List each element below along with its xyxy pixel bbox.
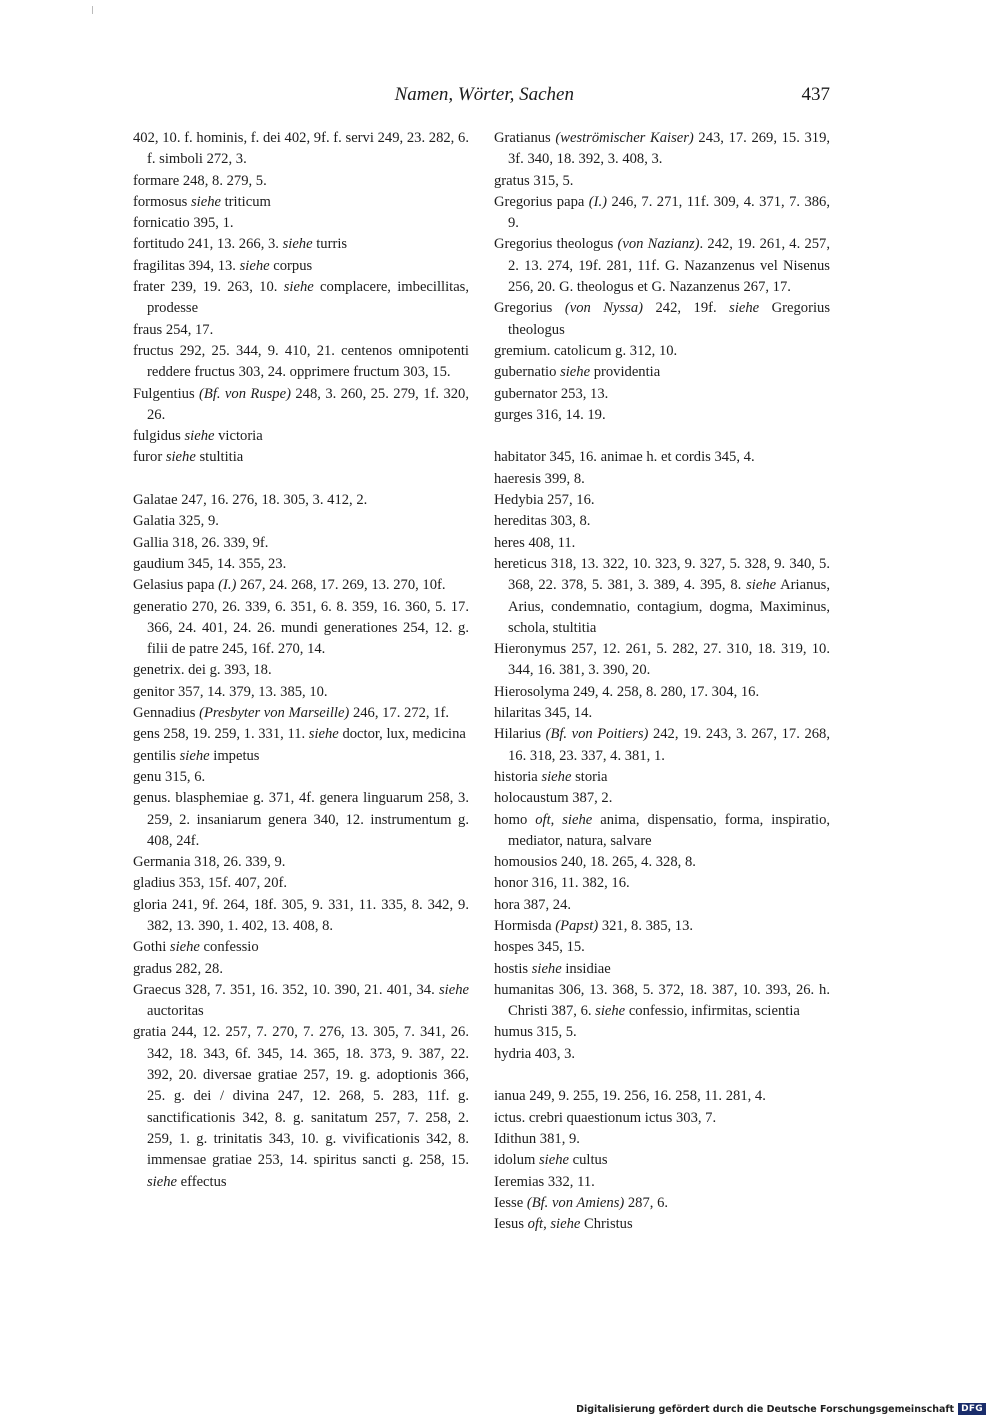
index-entry: fulgidus siehe victoria: [133, 428, 263, 445]
index-entry: Gregorius theologus (von Nazianz). 242, 19. 261, 4. 257, 2. 13. 274, 19f. 281, 11f. G. Nazanzenus vel Nisenus 256, 20. G. theologus et G. Nazanzenus 267, 17.: [494, 236, 830, 296]
running-head-title: Namen, Wörter, Sachen: [394, 84, 574, 105]
index-entry: ianua 249, 9. 255, 19. 256, 16. 258, 11. 281, 4.: [494, 1088, 766, 1105]
index-entry: gubernatio siehe providentia: [494, 364, 661, 381]
section-gap: [494, 426, 830, 447]
index-entry: Gelasius papa (I.) 267, 24. 268, 17. 269, 13. 270, 10f.: [133, 577, 446, 594]
index-entry: Hilarius (Bf. von Poitiers) 242, 19. 243, 3. 267, 17. 268, 16. 318, 23. 337, 4. 381, 1.: [494, 726, 830, 764]
index-entry: Iesse (Bf. von Amiens) 287, 6.: [494, 1194, 669, 1211]
index-entry: gratus 315, 5.: [494, 172, 574, 189]
index-entry: fortitudo 241, 13. 266, 3. siehe turris: [133, 236, 348, 253]
section-gap: [494, 1065, 830, 1086]
index-entry: hereticus 318, 13. 322, 10. 323, 9. 327, 5. 328, 9. 340, 5. 368, 22. 378, 5. 381, 3. 389, 4. 395, 8. siehe Arianus, Arius, condemnatio, contagium, dogma, Maximinus, schola, stultitia: [494, 555, 830, 636]
index-entry: Hieronymus 257, 12. 261, 5. 282, 27. 310, 18. 319, 10. 344, 16. 381, 3. 390, 20.: [494, 641, 830, 679]
index-entry: gens 258, 19. 259, 1. 331, 11. siehe doctor, lux, medicina: [133, 726, 466, 743]
index-entry: heres 408, 11.: [494, 534, 576, 551]
index-entry: Hormisda (Papst) 321, 8. 385, 13.: [494, 917, 694, 934]
index-entry: humanitas 306, 13. 368, 5. 372, 18. 387, 10. 393, 26. h. Christi 387, 6. siehe confessio, infirmitas, scientia: [494, 981, 830, 1020]
index-entry: hereditas 303, 8.: [494, 513, 591, 530]
index-entry: gurges 316, 14. 19.: [494, 406, 606, 423]
index-entry: Iesus oft, siehe Christus: [494, 1216, 633, 1233]
index-entry: humus 315, 5.: [494, 1024, 577, 1041]
index-entry: Gregorius (von Nyssa) 242, 19f. siehe Gregorius theologus: [494, 300, 830, 338]
index-entry: formare 248, 8. 279, 5.: [133, 172, 267, 189]
index-entry: historia siehe storia: [494, 768, 608, 785]
footer-credit: [576, 1402, 986, 1416]
index-entry: Gratianus (weströmischer Kaiser) 243, 17. 269, 15. 319, 3f. 340, 18. 392, 3. 408, 3.: [494, 130, 831, 168]
index-entry: hilaritas 345, 14.: [494, 705, 593, 722]
index-entry: hostis siehe insidiae: [494, 960, 611, 977]
index-entry: formosus siehe triticum: [133, 193, 271, 210]
index-entry: hospes 345, 15.: [494, 939, 585, 956]
index-entry: fragilitas 394, 13. siehe corpus: [133, 257, 313, 274]
section-gap: [133, 469, 469, 490]
index-entry: gentilis siehe impetus: [133, 747, 260, 764]
index-entry: genu 315, 6.: [133, 768, 206, 785]
index-entry: Hedybia 257, 16.: [494, 492, 595, 509]
index-entry: idolum siehe cultus: [494, 1152, 608, 1169]
index-entry: homo oft, siehe anima, dispensatio, forma, inspiratio, mediator, natura, salvare: [494, 811, 831, 849]
running-head: [133, 84, 830, 110]
index-entry: genus. blasphemiae g. 371, 4f. genera linguarum 258, 3. 259, 2. insaniarum genera 340, 12. instrumentum g. 408, 24f.: [133, 790, 469, 849]
index-entry: Graecus 328, 7. 351, 16. 352, 10. 390, 21. 401, 34. siehe auctoritas: [133, 981, 469, 1020]
index-entry: Gallia 318, 26. 339, 9f.: [133, 534, 269, 551]
index-column-left: [133, 128, 469, 1193]
index-entry: gubernator 253, 13.: [494, 385, 609, 402]
index-entry: Ieremias 332, 11.: [494, 1173, 595, 1190]
index-entry: hora 387, 24.: [494, 896, 572, 913]
index-entry: fraus 254, 17.: [133, 321, 214, 338]
page-number: 437: [801, 84, 830, 105]
index-entry: genitor 357, 14. 379, 13. 385, 10.: [133, 683, 328, 700]
index-entry: hydria 403, 3.: [494, 1045, 576, 1062]
corner-mark: [92, 6, 93, 14]
index-entry: fornicatio 395, 1.: [133, 215, 234, 232]
index-entry: Fulgentius (Bf. von Ruspe) 248, 3. 260, 25. 279, 1f. 320, 26.: [133, 385, 469, 423]
index-entry: gratia 244, 12. 257, 7. 270, 7. 276, 13. 305, 7. 341, 26. 342, 18. 343, 6f. 345, 14. 365, 18. 373, 9. 387, 22. 392, 20. diversae gratiae 257, 19. g. adoptionis 366, 25. g. dei / divina 247, 12. 268, 5. 283, 11f. g. sanctificationis 342, 8. g. sanitatum 257, 7. 258, 2. 259, 1. g. trinitatis 343, 10. g. vivificationis 342, 8. immensae gratiae 253, 14. spiritus sancti g. 258, 15. siehe effectus: [133, 1024, 469, 1190]
index-entry: Gennadius (Presbyter von Marseille) 246, 17. 272, 1f.: [133, 705, 450, 722]
index-entry: haeresis 399, 8.: [494, 470, 585, 487]
index-entry: gloria 241, 9f. 264, 18f. 305, 9. 331, 11. 335, 8. 342, 9. 382, 13. 390, 1. 402, 13. 408, 8.: [133, 896, 469, 934]
index-entry: holocaustum 387, 2.: [494, 790, 613, 807]
index-column-right: [494, 128, 830, 1235]
index-entry: homousios 240, 18. 265, 4. 328, 8.: [494, 854, 696, 871]
index-entry: Galatia 325, 9.: [133, 513, 219, 530]
index-entry: frater 239, 19. 263, 10. siehe complacere, imbecillitas, prodesse: [133, 279, 469, 317]
index-entry: 402, 10. f. hominis, f. dei 402, 9f. f. servi 249, 23. 282, 6. f. simboli 272, 3.: [133, 130, 469, 168]
index-entry: gladius 353, 15f. 407, 20f.: [133, 875, 288, 892]
index-entry: generatio 270, 26. 339, 6. 351, 6. 8. 359, 16. 360, 5. 17. 366, 24. 401, 24. 26. mundi generationes 254, 12. g. filii de patre 245, 16f. 270, 14.: [133, 598, 469, 658]
index-entry: honor 316, 11. 382, 16.: [494, 875, 630, 892]
index-entry: habitator 345, 16. animae h. et cordis 345, 4.: [494, 449, 755, 466]
index-entry: Idithun 381, 9.: [494, 1130, 580, 1147]
index-entry: gaudium 345, 14. 355, 23.: [133, 555, 287, 572]
index-entry: Galatae 247, 16. 276, 18. 305, 3. 412, 2.: [133, 492, 368, 509]
index-entry: gremium. catolicum g. 312, 10.: [494, 342, 678, 359]
index-entry: Gregorius papa (I.) 246, 7. 271, 11f. 309, 4. 371, 7. 386, 9.: [494, 193, 830, 232]
index-entry: Gothi siehe confessio: [133, 939, 259, 956]
index-entry: fructus 292, 25. 344, 9. 410, 21. centenos omnipotenti reddere fructus 303, 24. opprimere fructum 303, 15.: [133, 342, 469, 381]
index-entry: ictus. crebri quaestionum ictus 303, 7.: [494, 1109, 717, 1126]
index-entry: furor siehe stultitia: [133, 449, 244, 466]
index-entry: Germania 318, 26. 339, 9.: [133, 854, 286, 871]
dfg-logo: DFG: [958, 1403, 986, 1415]
index-entry: Hierosolyma 249, 4. 258, 8. 280, 17. 304, 16.: [494, 683, 760, 700]
index-entry: gradus 282, 28.: [133, 960, 223, 977]
footer-text: Digitalisierung gefördert durch die Deutsche Forschungsgemeinschaft: [576, 1403, 955, 1415]
index-entry: genetrix. dei g. 393, 18.: [133, 662, 272, 679]
